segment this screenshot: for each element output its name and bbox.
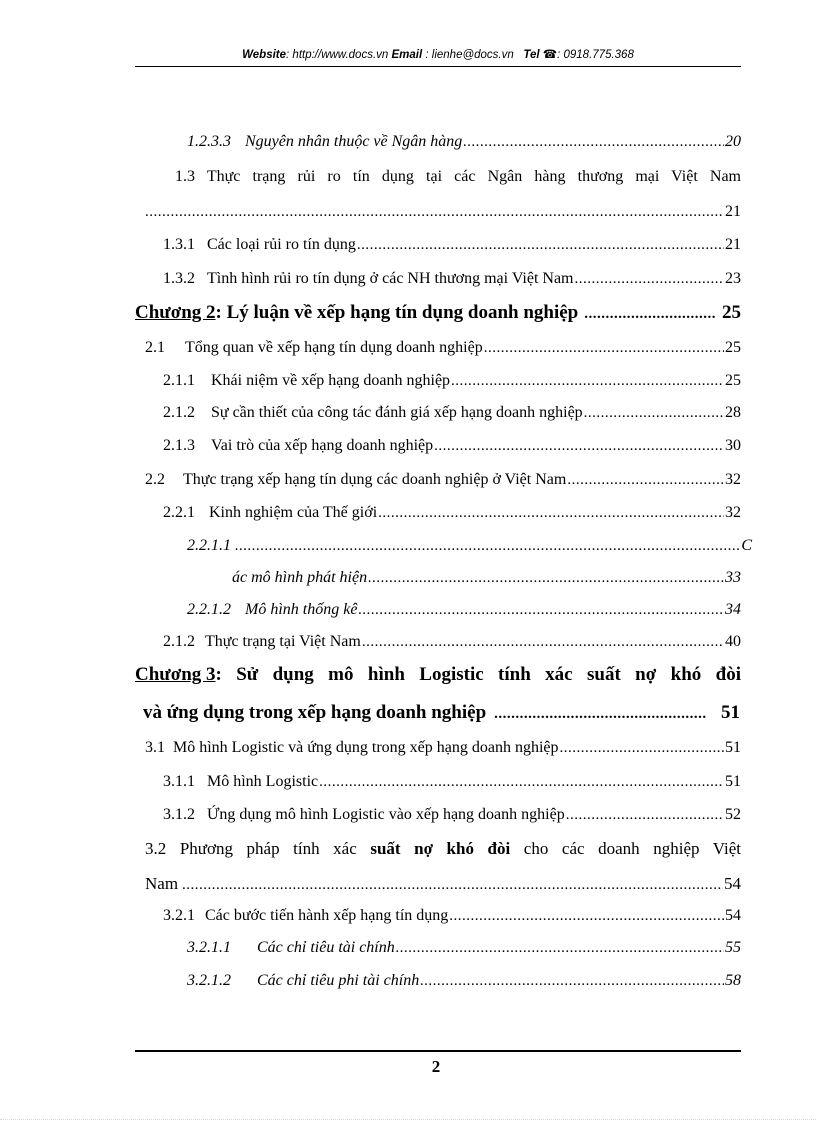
toc-number: 3.2.1.2 (187, 972, 231, 989)
toc-title: Khái niệm về xếp hạng doanh nghiệp (211, 372, 451, 389)
toc-title: Các chỉ tiêu phi tài chính (257, 972, 420, 989)
toc-leader (357, 237, 724, 254)
toc-page: 54 (724, 874, 741, 893)
toc-title: Sự cần thiết của công tác đánh giá xếp hạng doanh nghiệp (211, 404, 583, 421)
toc-page: 34 (725, 601, 741, 618)
phone-icon: ☎ (542, 49, 558, 61)
toc-entry-3-2-1[interactable] (163, 907, 741, 925)
toc-number: 3.1.2 (163, 806, 195, 823)
toc-entry-1-3-1[interactable] (163, 236, 741, 254)
header-divider (135, 66, 741, 67)
toc-page: 51 (721, 702, 740, 723)
toc-number: 2.1 (145, 339, 165, 356)
toc-entry-2-2-1-1-cont[interactable] (232, 569, 741, 587)
toc-title-part: cho các doanh nghiệp Việt (510, 839, 741, 858)
toc-entry-3-1-1[interactable] (163, 773, 741, 791)
toc-leader (463, 134, 724, 151)
toc-entry-3-2-1-1[interactable] (187, 939, 741, 957)
toc-title: Các loại rủi ro tín dụng (207, 236, 356, 253)
toc-title: Thực trạng xếp hạng tín dụng các doanh nghiệp ở Việt Nam (183, 471, 567, 488)
toc-entry-2-1-3[interactable] (163, 437, 741, 455)
chapter-label: Chương 2 (135, 302, 216, 323)
toc-title: Mô hình thống kê (245, 601, 358, 618)
toc-leader (484, 340, 724, 357)
toc-number: 2.2.1.2 (187, 601, 231, 618)
toc-entry-2-1-2[interactable] (163, 404, 741, 422)
toc-number: 1.2.3.3 (187, 133, 231, 150)
toc-page: 32 (725, 504, 741, 521)
toc-number: 2.1.3 (163, 437, 195, 454)
toc-leader (396, 940, 724, 957)
toc-entry-3-1-2[interactable] (163, 806, 741, 824)
toc-page: 30 (725, 437, 741, 454)
toc-title: Các chỉ tiêu tài chính (257, 939, 395, 956)
toc-title-start: C (741, 537, 752, 554)
toc-leader (575, 271, 725, 288)
toc-page: 20 (725, 133, 741, 150)
toc-entry-1-3-title[interactable]: 1.3 Thực trạng rủi ro tín dụng tại các Ngân hàng thương mại Việt Nam (175, 168, 741, 185)
page-number: 2 (431, 1057, 441, 1076)
toc-page: 23 (725, 270, 741, 287)
toc-chapter-3[interactable] (135, 664, 741, 686)
email-label: Email (391, 49, 423, 61)
toc-page: 54 (725, 907, 741, 924)
chapter-label: Chương 3 (135, 664, 216, 685)
toc-entry-2-1[interactable] (145, 339, 741, 357)
chapter-title: : Lý luận về xếp hạng tín dụng doanh nghiệp (215, 302, 579, 323)
toc-number: 3.1.1 (163, 773, 195, 790)
toc-title: Tình hình rủi ro tín dụng ở các NH thương mại Việt Nam (207, 270, 574, 287)
toc-number: 3.2.1.1 (187, 939, 231, 956)
toc-title: Mô hình Logistic (207, 773, 319, 790)
toc-leader (451, 373, 724, 390)
toc-chapter-3-cont[interactable] (143, 702, 740, 724)
toc-leader (235, 538, 740, 555)
toc-entry-2-2[interactable] (145, 471, 741, 489)
toc-leader (584, 306, 715, 323)
footer-divider (135, 1050, 741, 1052)
toc-page: 51 (725, 773, 741, 790)
toc-entry-3-2-1-2[interactable] (187, 972, 741, 990)
website-label: Website (242, 49, 287, 61)
toc-entry-1-3-2[interactable] (163, 270, 741, 288)
toc-title: Nguyên nhân thuộc về Ngân hàng (245, 133, 463, 150)
tel-label: Tel (523, 49, 540, 61)
website-url[interactable]: : http://www.docs.vn (286, 49, 389, 61)
toc-entry-3-1[interactable] (145, 739, 741, 757)
email-address[interactable]: : lienhe@docs.vn (422, 49, 514, 61)
toc-leader (566, 807, 724, 824)
toc-number: 2.2 (145, 471, 165, 488)
toc-leader (145, 204, 724, 221)
toc-entry-1-2-3-3[interactable] (187, 133, 741, 151)
toc-number: 1.3.1 (163, 236, 195, 253)
toc-entry-3-2-title[interactable] (145, 839, 741, 859)
toc-page: 28 (725, 404, 741, 421)
toc-title: Các bước tiến hành xếp hạng tín dụng (205, 907, 449, 924)
toc-title: Mô hình Logistic và ứng dụng trong xếp hạng doanh nghiệp (173, 739, 559, 756)
toc-page: 21 (725, 203, 741, 220)
toc-title: Tổng quan về xếp hạng tín dụng doanh nghiệp (185, 339, 483, 356)
toc-title-bold: suất nợ khó đòi (370, 839, 511, 858)
toc-number: 2.2.1 (163, 504, 195, 521)
toc-page: 55 (725, 939, 741, 956)
toc-leader (378, 505, 724, 522)
toc-title: Kinh nghiệm của Thế giới (209, 504, 378, 521)
toc-entry-1-3-leader-line[interactable] (145, 203, 741, 221)
toc-number: 2.2.1.1 (187, 537, 231, 554)
toc-leader (420, 973, 724, 990)
toc-page: 25 (725, 339, 741, 356)
toc-number: 2.1.2 (163, 633, 195, 650)
toc-page: 25 (725, 372, 741, 389)
toc-title: Ứng dụng mô hình Logistic vào xếp hạng doanh nghiệp (207, 806, 565, 823)
toc-leader (362, 634, 724, 651)
toc-page: 32 (725, 471, 741, 488)
toc-leader (449, 908, 724, 925)
toc-entry-2-2-1-1[interactable] (187, 537, 752, 555)
toc-title: ác mô hình phát hiện (232, 569, 368, 586)
toc-page: 40 (725, 633, 741, 650)
toc-page: 21 (725, 236, 741, 253)
toc-leader (358, 602, 724, 619)
page-edge (0, 1119, 816, 1120)
toc-leader (182, 877, 723, 894)
toc-entry-2-2-1-2[interactable] (187, 601, 741, 619)
toc-page: 33 (725, 569, 741, 586)
page-header (135, 47, 741, 61)
toc-number: 2.1.2 (163, 404, 195, 421)
toc-leader (434, 438, 724, 455)
toc-number: 3.2.1 (163, 907, 195, 924)
toc-entry-2-1-1[interactable] (163, 372, 741, 390)
toc-leader (494, 706, 707, 723)
toc-entry-3-2-cont[interactable] (145, 874, 741, 894)
phone-number: : 0918.775.368 (557, 49, 634, 61)
toc-entry-2-2-1[interactable] (163, 504, 741, 522)
toc-number: 1.3.2 (163, 270, 195, 287)
toc-title-part: 3.2 Phương pháp tính xác (145, 839, 371, 858)
chapter-title: : Sử dụng mô hình Logistic tính xác suất nợ khó đòi (215, 664, 741, 685)
toc-entry-2-1-2-b[interactable] (163, 633, 741, 651)
toc-leader (567, 472, 724, 489)
chapter-title-cont: và ứng dụng trong xếp hạng doanh nghiệp (143, 702, 487, 723)
toc-title: Thực trạng tại Việt Nam (205, 633, 361, 650)
toc-leader (560, 740, 724, 757)
toc-leader (319, 774, 724, 791)
toc-chapter-2[interactable] (135, 302, 741, 324)
toc-leader (584, 405, 724, 422)
toc-page: 25 (722, 302, 741, 323)
toc-number: 2.1.1 (163, 372, 195, 389)
toc-page: 51 (725, 739, 741, 756)
toc-page: 58 (725, 972, 741, 989)
toc-title-cont: Nam (145, 874, 179, 893)
toc-page: 52 (725, 806, 741, 823)
toc-leader (368, 570, 724, 587)
toc-title: Vai trò của xếp hạng doanh nghiệp (211, 437, 434, 454)
toc-number: 3.1 (145, 739, 165, 756)
